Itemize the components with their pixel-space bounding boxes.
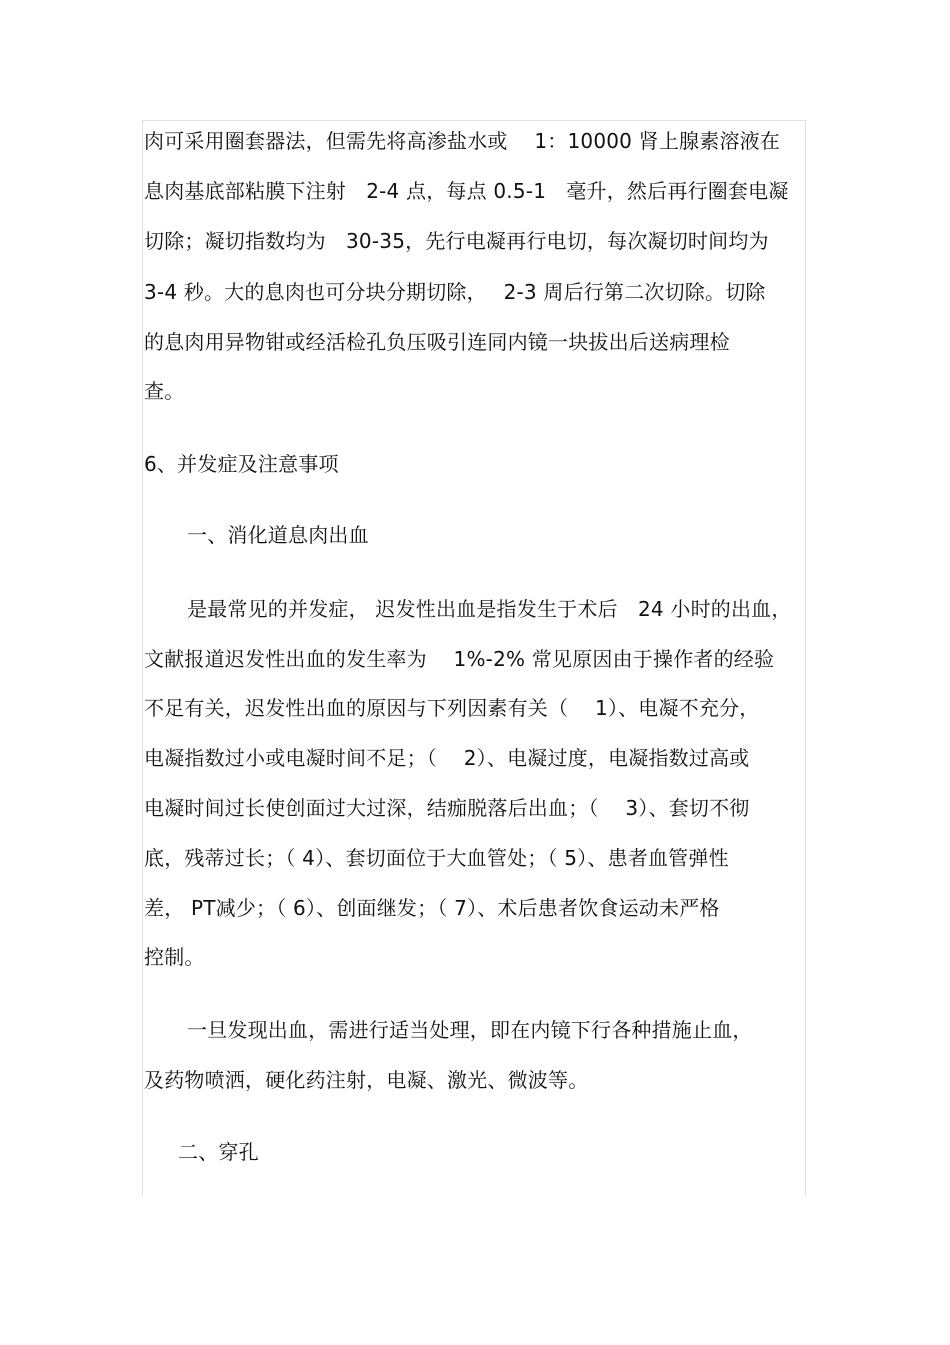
body-text-line: 一旦发现出血，需进行适当处理，即在内镜下行各种措施止血， (187, 1018, 753, 1042)
subsection-heading: 二、穿孔 (178, 1140, 259, 1164)
body-text-line: 切除；凝切指数均为 30-35，先行电凝再行电切，每次凝切时间均为 (144, 229, 769, 253)
body-text-line: 不足有关，迟发性出血的原因与下列因素有关（ 1）、电凝不充分， (144, 696, 760, 720)
body-text-line: 及药物喷洒，硬化药注射，电凝、激光、微波等。 (144, 1068, 589, 1092)
body-text-line: 息肉基底部粘膜下注射 2-4 点，每点 0.5-1 毫升，然后再行圈套电凝 (144, 179, 789, 203)
body-text-line: 控制。 (144, 945, 205, 969)
subsection-heading: 一、消化道息肉出血 (187, 523, 369, 547)
body-text-line: 的息肉用异物钳或经活检孔负压吸引连同内镜一块拔出后送病理检 (144, 330, 730, 354)
body-text-line: 查。 (144, 379, 185, 403)
body-text-line: 文献报道迟发性出血的发生率为 1%-2% 常见原因由于操作者的经验 (144, 647, 775, 671)
body-text-line: 3-4 秒。大的息肉也可分块分期切除， 2-3 周后行第二次切除。切除 (144, 280, 766, 304)
body-text-line: 是最常见的并发症， 迟发性出血是指发生于术后 24 小时的出血， (187, 597, 792, 621)
body-text-line: 电凝时间过长使创面过大过深，结痂脱落后出血；（ 3）、套切不彻 (144, 796, 750, 820)
body-text-line: 底，残蒂过长；（ 4）、套切面位于大血管处；（ 5）、患者血管弹性 (144, 846, 729, 870)
body-text-line: 差， PT减少；（ 6）、创面继发；（ 7）、术后患者饮食运动未严格 (144, 896, 720, 920)
body-text-line: 肉可采用圈套器法，但需先将高渗盐水或 1：10000 肾上腺素溶液在 (144, 129, 781, 153)
body-text-line: 电凝指数过小或电凝时间不足；（ 2）、电凝过度，电凝指数过高或 (144, 746, 750, 770)
section-heading: 6、并发症及注意事项 (144, 452, 339, 476)
